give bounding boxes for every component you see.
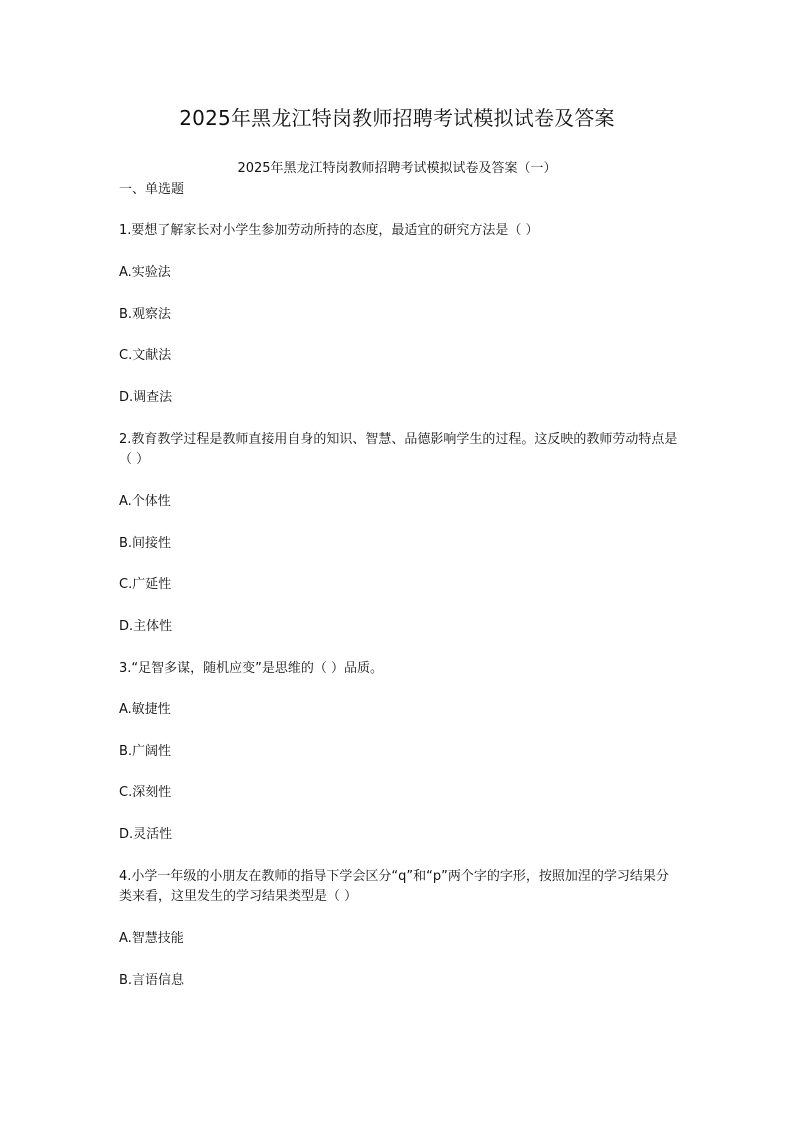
question-2-option-a: A.个体性 — [119, 494, 171, 509]
document-subtitle: 2025年黑龙江特岗教师招聘考试模拟试卷及答案（一） — [237, 161, 557, 176]
question-2-option-c: C.广延性 — [119, 577, 172, 592]
question-3-option-a: A.敏捷性 — [119, 702, 171, 717]
section-heading: 一、单选题 — [119, 182, 185, 197]
question-4-text: 4.小学一年级的小朋友在教师的指导下学会区分“q”和“p”两个字的字形，按照加涅的学习结果分类来看，这里发生的学习结果类型是（ ） — [119, 869, 669, 904]
question-1-option-b: B.观察法 — [119, 307, 172, 322]
question-3-text: 3.“足智多谋，随机应变”是思维的（ ）品质。 — [119, 661, 384, 676]
question-2-option-b: B.间接性 — [119, 536, 172, 551]
question-3-option-c: C.深刻性 — [119, 785, 172, 800]
question-1-option-a: A.实验法 — [119, 265, 171, 280]
question-3-option-d: D.灵活性 — [119, 827, 173, 842]
question-1-text: 1.要想了解家长对小学生参加劳动所持的态度，最适宜的研究方法是（ ） — [119, 223, 539, 238]
question-4-option-a: A.智慧技能 — [119, 931, 184, 946]
question-1-option-d: D.调查法 — [119, 390, 173, 405]
question-2-text: 2.教育教学过程是教师直接用自身的知识、智慧、品德影响学生的过程。这反映的教师劳动特点是（ ） — [119, 432, 678, 467]
question-1-option-c: C.文献法 — [119, 348, 172, 363]
question-2-option-d: D.主体性 — [119, 619, 173, 634]
question-3-option-b: B.广阔性 — [119, 744, 172, 759]
document-title: 2025年黑龙江特岗教师招聘考试模拟试卷及答案 — [179, 106, 615, 130]
question-4-option-b: B.言语信息 — [119, 973, 185, 988]
